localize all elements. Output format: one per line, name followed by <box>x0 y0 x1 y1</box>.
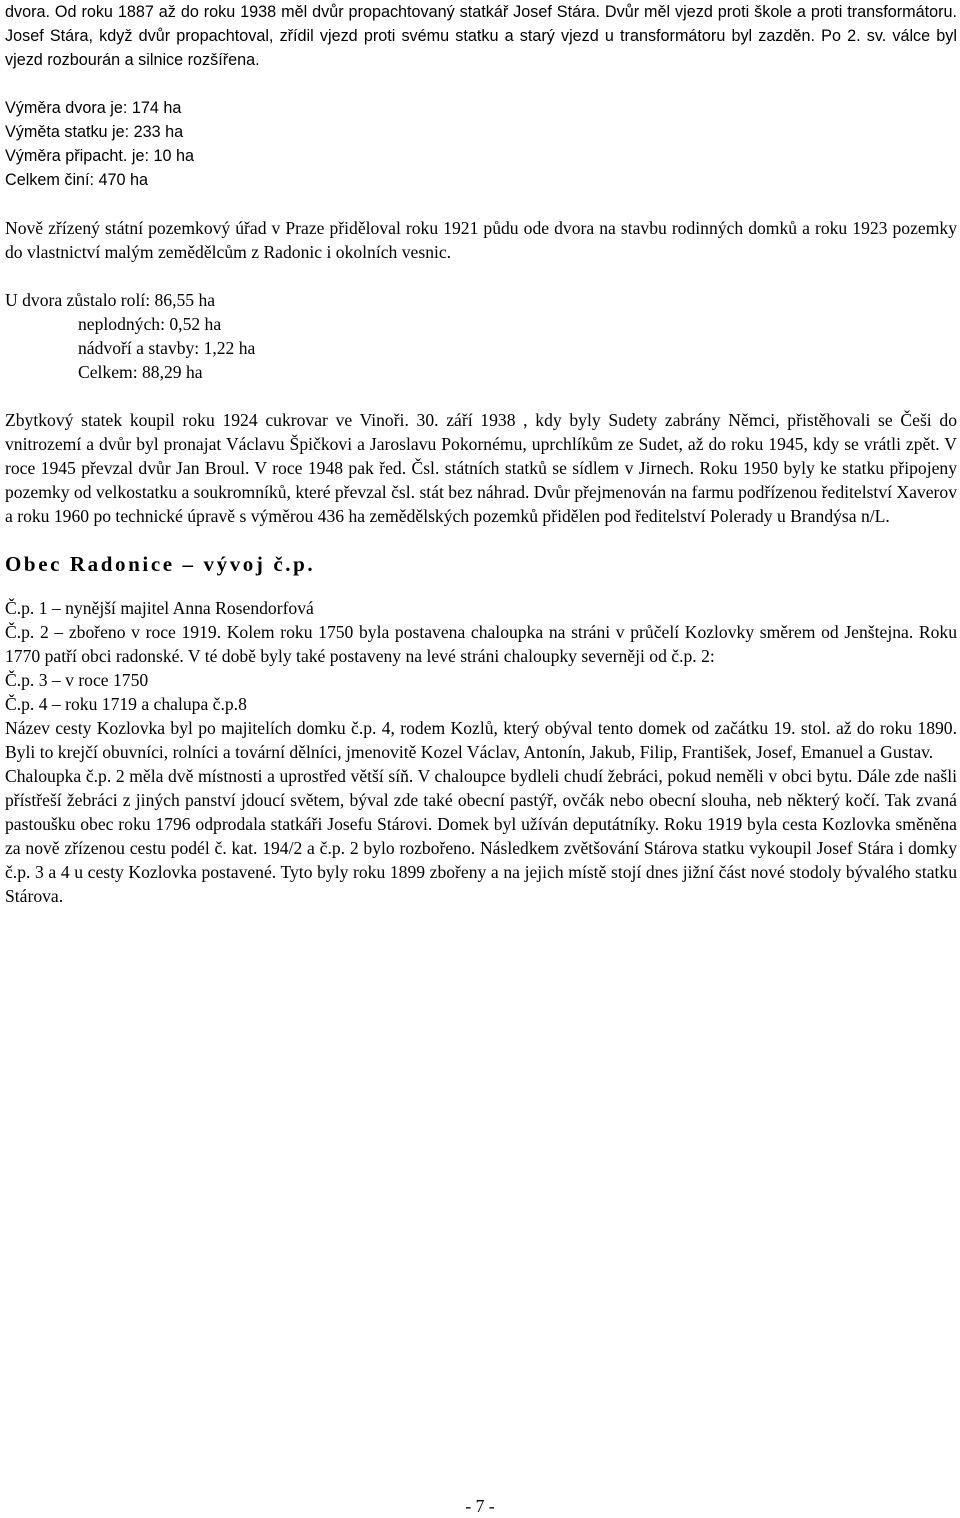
kozlovka-paragraph: Název cesty Kozlovka byl po majitelích domku č.p. 4, rodem Kozlů, který obýval tento domek od začátku 19. stol. až do roku 1890. Byli to krejčí obuvníci, rolníci a tovární dělníci, jmenovitě Kozel Václav, Antonín, Jakub, Filip, František, Josef, Emanuel a Gustav. <box>5 718 957 762</box>
remaining-roli: U dvora zůstalo rolí: 86,55 ha <box>5 290 216 310</box>
page-number: - 7 - <box>465 1496 495 1516</box>
remaining-land-list <box>5 288 957 384</box>
remaining-total: Celkem: 88,29 ha <box>78 362 203 382</box>
house-2-entry: Č.p. 2 – zbořeno v roce 1919. Kolem roku 1750 byla postavena chaloupka na stráni v průčelí Kozlovky směrem od Jenštejna. Roku 1770 patří obci radonské. V té době byly také postaveny na levé stráni chaloupky severněji od č.p. 2: <box>5 622 957 666</box>
intro-paragraph: dvora. Od roku 1887 až do roku 1938 měl dvůr propachtovaný statkář Josef Stára. Dvůr měl vjezd proti škole a proti transformátoru. Josef Stára, když dvůr propachtoval, zřídil vjezd proti svému statku a starý vjezd u transformátoru byl zazděn. Po 2. sv. válce byl vjezd rozbourán a silnice rozšířena. <box>5 3 957 69</box>
house-1-entry: Č.p. 1 – nynější majitel Anna Rosendorfová <box>5 598 314 618</box>
area-statku: Výměta statku je: 233 ha <box>5 123 184 141</box>
house-4-entry: Č.p. 4 – roku 1719 a chalupa č.p.8 <box>5 694 247 714</box>
document-body <box>5 0 957 908</box>
house-3-entry: Č.p. 3 – v roce 1750 <box>5 670 149 690</box>
area-total: Celkem činí: 470 ha <box>5 171 149 189</box>
land-office-paragraph: Nově zřízený státní pozemkový úřad v Praze přiděloval roku 1921 půdu ode dvora na stavbu rodinných domků a roku 1923 pozemky do vlastnictví malým zemědělcům z Radonic i okolních vesnic. <box>5 218 957 262</box>
remaining-nadvori: nádvoří a stavby: 1,22 ha <box>78 338 256 358</box>
section-heading: Obec Radonice – vývoj č.p. <box>5 552 316 576</box>
estate-area-list <box>5 96 957 192</box>
page-footer <box>0 1494 960 1518</box>
area-pripacht: Výměra připacht. je: 10 ha <box>5 147 194 165</box>
area-dvora: Výměra dvora je: 174 ha <box>5 99 182 117</box>
history-paragraph: Zbytkový statek koupil roku 1924 cukrovar ve Vinoři. 30. září 1938 , kdy byly Sudety zabrány Němci, přistěhovali se Češi do vnitrozemí a dvůr byl pronajat Václavu Špičkovi a Jaroslavu Pokornému, uprchlíkům ze Sudet, až do roku 1945, kdy se vrátli zpět. V roce 1945 převzal dvůr Jan Broul. V roce 1948 pak řed. Čsl. státních statků se sídlem v Jirnech. Roku 1950 byly ke statku připojeny pozemky od velkostatku a soukromníků, které převzal čsl. stát bez náhrad. Dvůr přejmenován na farmu podřízenou ředitelství Xaverov a roku 1960 po technické úpravě s výměrou 436 ha zemědělských pozemků přidělen pod ředitelství Polerady u Brandýsa n/L. <box>5 410 957 526</box>
chaloupka-paragraph: Chaloupka č.p. 2 měla dvě místnosti a uprostřed větší síň. V chaloupce bydleli chudí žebráci, pokud neměli v obci bytu. Dále zde našli přístřeší žebráci z jiných panství jdoucí světem, býval zde také obecní pastýř, ovčák nebo obecní slouha, neb některý kočí. Tak zvaná pastoušku obec roku 1796 odprodala statkáři Josefu Stárovi. Domek byl užíván deputátníky. Roku 1919 byla cesta Kozlovka směněna za nově zřízenou cestu podél č. kat. 194/2 a č.p. 2 bylo rozbořeno. Následkem zvětšování Stárova statku vykoupil Josef Stára i domky č.p. 3 a 4 u cesty Kozlovka postavené. Tyto byly roku 1899 zbořeny a na jejich místě stojí dnes jižní část nové stodoly bývalého statku Stárova. <box>5 766 957 906</box>
remaining-neplodnych: neplodných: 0,52 ha <box>78 314 222 334</box>
